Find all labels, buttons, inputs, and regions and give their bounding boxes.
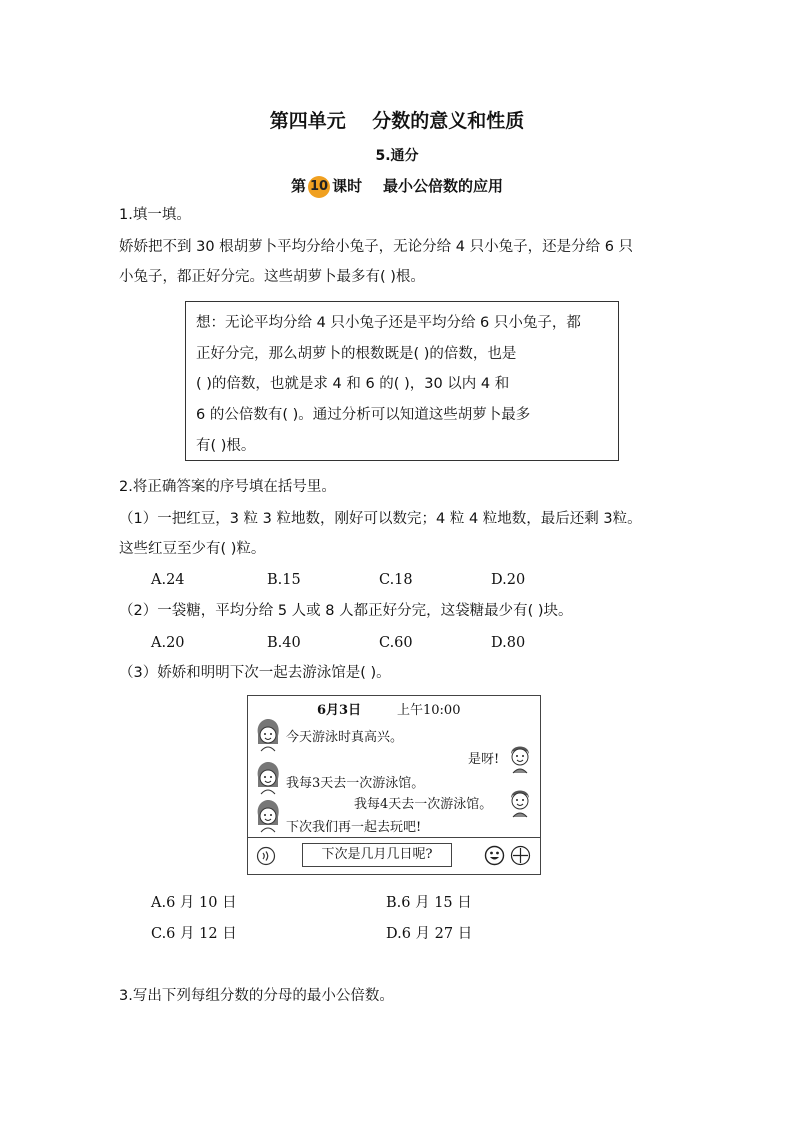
q2-part2-option-a: A.20 [151, 635, 185, 651]
q2-part3-option-b: B.6 月 15 日 [386, 895, 472, 911]
hint-line-4: 6 的公倍数有( )。通过分析可以知道这些胡萝卜最多 [196, 407, 531, 423]
lesson-number-badge: 10 [308, 176, 330, 198]
q2-part1-option-c: C.18 [379, 572, 413, 588]
hint-box [185, 301, 619, 461]
q2-part2-option-b: B.40 [267, 635, 301, 651]
q3-heading: 3.写出下列每组分数的分母的最小公倍数。 [119, 988, 394, 1004]
q2-part1-option-b: B.15 [267, 572, 301, 588]
chat-input-field[interactable]: 下次是几月几日呢? [302, 843, 452, 867]
chat-illustration [247, 695, 541, 875]
girl-avatar-icon [254, 799, 282, 833]
q2-heading: 2.将正确答案的序号填在括号里。 [119, 479, 336, 495]
page-title: 第四单元 分数的意义和性质 [269, 110, 525, 132]
girl-avatar-icon [254, 718, 282, 752]
q2-part1-option-d: D.20 [491, 572, 526, 588]
boy-avatar-icon [506, 740, 534, 774]
q2-part1-option-a: A.24 [151, 572, 185, 588]
chat-message-2: 是呀! [468, 752, 500, 767]
hint-line-3: ( )的倍数，也就是求 4 和 6 的( )，30 以内 4 和 [196, 376, 510, 392]
chat-date: 6月3日 [317, 703, 362, 718]
hint-line-5: 有( )根。 [196, 438, 256, 454]
q2-part2-option-c: C.60 [379, 635, 413, 651]
q2-part2-line: （2）一袋糖，平均分给 5 人或 8 人都正好分完，这袋糖最少有( )块。 [119, 603, 573, 619]
q2-part1-line-1: （1）一把红豆，3 粒 3 粒地数，刚好可以数完；4 粒 4 粒地数，最后还剩 3粒。 [119, 511, 642, 527]
q1-line-1: 娇娇把不到 30 根胡萝卜平均分给小兔子，无论分给 4 只小兔子，还是分给 6 只 [119, 239, 634, 255]
lesson-title [0, 175, 794, 198]
chat-time: 上午10:00 [397, 703, 461, 718]
q2-part3-option-c: C.6 月 12 日 [151, 926, 237, 942]
lesson-suffix: 课时 最小公倍数的应用 [332, 177, 503, 195]
section-subtitle: 5.通分 [375, 148, 419, 164]
chat-message-3: 我每3天去一次游泳馆。 [286, 776, 425, 791]
plus-icon[interactable] [510, 845, 531, 866]
emoji-icon[interactable] [484, 845, 505, 866]
voice-icon[interactable] [256, 846, 276, 866]
hint-line-1: 想：无论平均分给 4 只小兔子还是平均分给 6 只小兔子，都 [196, 315, 581, 331]
girl-avatar-icon [254, 761, 282, 795]
q2-part3-line: （3）娇娇和明明下次一起去游泳馆是( )。 [119, 665, 391, 681]
q2-part2-option-d: D.80 [491, 635, 526, 651]
q2-part3-option-d: D.6 月 27 日 [386, 926, 473, 942]
q1-heading: 1.填一填。 [119, 207, 191, 223]
q1-line-2: 小兔子，都正好分完。这些胡萝卜最多有( )根。 [119, 269, 425, 285]
q2-part1-line-2: 这些红豆至少有( )粒。 [119, 541, 266, 557]
chat-message-5: 下次我们再一起去玩吧! [286, 820, 422, 835]
chat-message-4: 我每4天去一次游泳馆。 [354, 797, 493, 812]
q2-part3-option-a: A.6 月 10 日 [151, 895, 237, 911]
lesson-prefix: 第 [291, 177, 307, 195]
chat-input-bar [248, 837, 540, 874]
boy-avatar-icon [506, 784, 534, 818]
chat-message-1: 今天游泳时真高兴。 [286, 730, 404, 745]
hint-line-2: 正好分完，那么胡萝卜的根数既是( )的倍数，也是 [196, 346, 517, 362]
